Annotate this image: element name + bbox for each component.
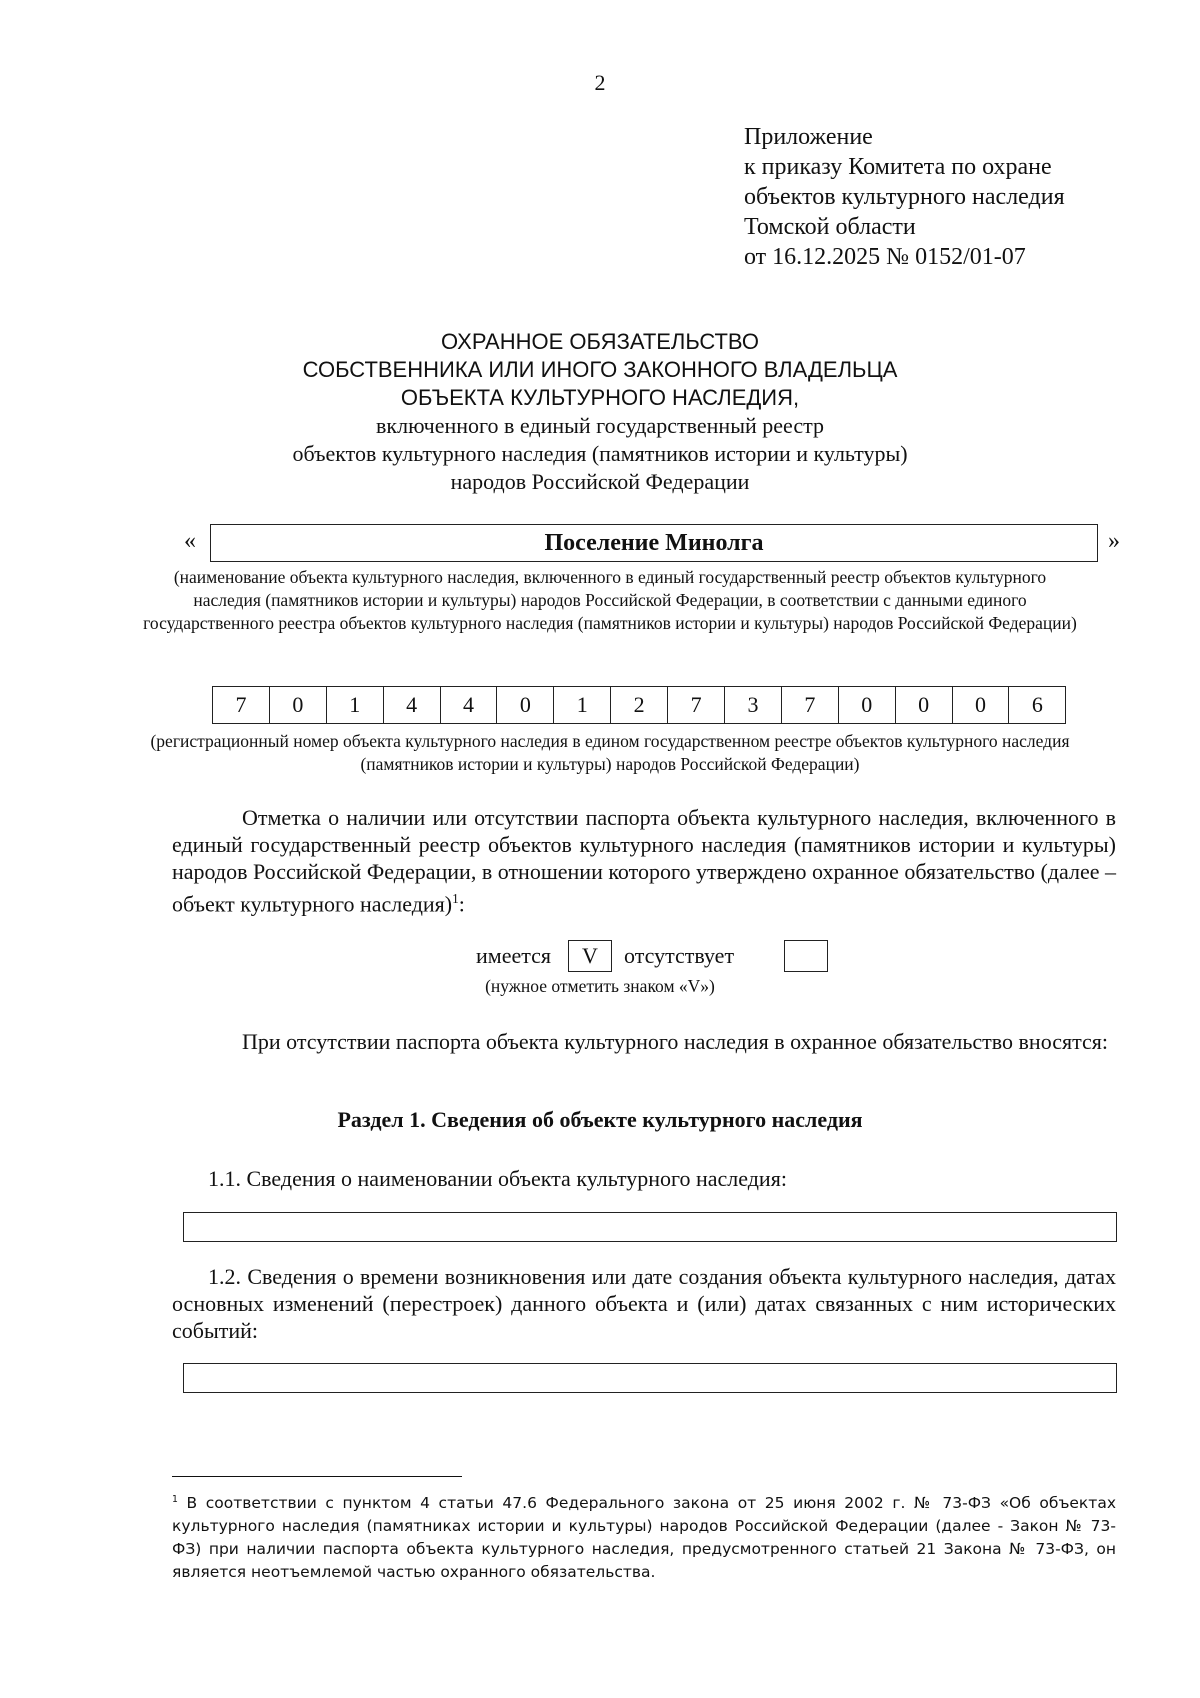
title-line: ОХРАННОЕ ОБЯЗАТЕЛЬСТВО (441, 329, 759, 354)
registration-caption: (регистрационный номер объекта культурного наследия в едином государственном реестре объектов культурного наследия (памятников истории и культуры) народов Российской Федерации) (150, 731, 1070, 774)
absence-text: При отсутствии паспорта объекта культурного наследия в охранное обязательство вносятся: (242, 1029, 1109, 1054)
reg-digit-cell[interactable]: 7 (781, 687, 838, 724)
footnote-ref: 1 (452, 891, 459, 906)
footnote-number: 1 (172, 1494, 178, 1505)
title-subline: объектов культурного наследия (памятников истории и культуры) (292, 441, 908, 466)
appendix-line: к приказу Комитета по охране (744, 154, 1052, 180)
page-number: 2 (594, 70, 606, 95)
title-subline: включенного в единый государственный реестр (376, 413, 824, 438)
item-1-2-label: 1.2. Сведения о времени возникновения или дате создания объекта культурного наследия, датах основных изменений (перестроек) данного объекта и (или) датах связанных с ним исторических событий: (172, 1264, 1116, 1343)
appendix-line: объектов культурного наследия (744, 184, 1065, 210)
section-1-title: Раздел 1. Сведения об объекте культурного наследия (337, 1107, 863, 1132)
appendix-line: от 16.12.2025 № 0152/01-07 (744, 244, 1026, 270)
object-name-caption: (наименование объекта культурного наследия, включенного в единый государственный реестр объектов культурного наследия (памятников истории и культуры) народов Российской Федерации, в соответствии с данными единого государственного реестра объектов культурного наследия (памятников истории и культуры) народов Российской Федерации) (143, 567, 1077, 633)
reg-digit-cell[interactable]: 1 (326, 687, 383, 724)
passport-note (172, 804, 1116, 917)
footnote-rule (172, 1476, 462, 1477)
reg-digit-cell[interactable]: 7 (213, 687, 270, 724)
reg-digit-cell[interactable]: 4 (440, 687, 497, 724)
object-name-field[interactable]: Поселение Минолга (210, 524, 1098, 562)
item-1-1-label: 1.1. Сведения о наименовании объекта культурного наследия: (208, 1166, 787, 1191)
document-title (0, 328, 1200, 496)
appendix-line: Приложение (744, 124, 873, 150)
title-line: СОБСТВЕННИКА ИЛИ ИНОГО ЗАКОННОГО ВЛАДЕЛЬЦА (302, 357, 898, 382)
passport-note-text: Отметка о наличии или отсутствии паспорта объекта культурного наследия, включенного в единый государственный реестр объектов культурного наследия (памятников истории и культуры) народов Российской Федерации, в отношении которого утверждено охранное обязательство (далее – объект культурного наследия) (172, 805, 1116, 917)
item-1-1-field[interactable] (183, 1212, 1117, 1242)
reg-digit-cell[interactable]: 2 (611, 687, 668, 724)
reg-digit-cell[interactable]: 6 (1009, 687, 1066, 724)
title-subline: народов Российской Федерации (450, 469, 750, 494)
reg-digit-cell[interactable]: 0 (952, 687, 1009, 724)
passport-note-tail: : (458, 891, 465, 917)
reg-digit-cell[interactable]: 1 (554, 687, 611, 724)
reg-digit-cell[interactable]: 0 (838, 687, 895, 724)
title-line: ОБЪЕКТА КУЛЬТУРНОГО НАСЛЕДИЯ, (400, 385, 800, 410)
reg-digit-cell[interactable]: 7 (668, 687, 725, 724)
present-checkbox[interactable]: V (568, 940, 612, 972)
appendix-line: Томской области (744, 214, 916, 240)
open-quote: « (184, 528, 196, 554)
reg-digit-cell[interactable]: 0 (895, 687, 952, 724)
footnote-text: В соответствии с пунктом 4 статьи 47.6 Федерального закона от 25 июня 2002 г. № 73-ФЗ «Об объектах культурного наследия (памятниках истории и культуры) народов Российской Федерации (далее - Закон № 73-ФЗ) при наличии паспорта объекта культурного наследия, предусмотренного статьей 21 Закона № 73-ФЗ, он является неотъемлемой частью охранного обязательства. (172, 1494, 1116, 1582)
present-label: имеется (476, 943, 551, 968)
absent-label: отсутствует (624, 943, 735, 968)
appendix-block (744, 122, 1065, 272)
reg-digit-cell[interactable]: 0 (497, 687, 554, 724)
registration-number-table (212, 686, 1066, 724)
footnote (172, 1488, 1116, 1584)
absent-checkbox[interactable] (784, 940, 828, 972)
reg-digit-cell[interactable]: 3 (725, 687, 782, 724)
item-1-2-field[interactable] (183, 1363, 1117, 1393)
reg-digit-cell[interactable]: 4 (383, 687, 440, 724)
close-quote: » (1108, 528, 1120, 554)
check-hint: (нужное отметить знаком «V») (485, 976, 715, 996)
reg-digit-cell[interactable]: 0 (269, 687, 326, 724)
